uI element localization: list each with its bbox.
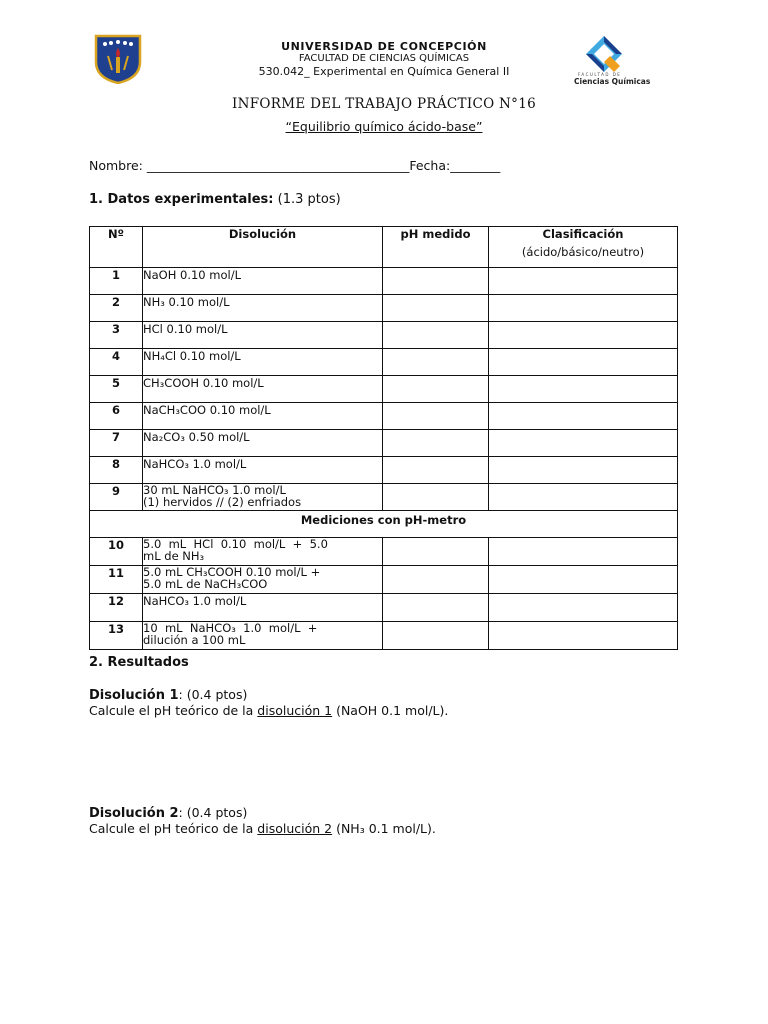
table-header-row (90, 227, 678, 268)
class-cell[interactable] (489, 403, 678, 430)
header-num: Nº (90, 227, 143, 268)
faculty-logo-caption: Ciencias Químicas (574, 77, 651, 86)
name-date-line: Nombre: __________________________________________Fecha:________ (89, 158, 501, 173)
table-row: 12 NaHCO₃ 1.0 mol/L (90, 594, 678, 622)
table-row: 11 5.0 mL CH₃COOH 0.10 mol/L + 5.0 mL de NaCH₃COO (90, 566, 678, 594)
table-row: 2 NH₃ 0.10 mol/L (90, 295, 678, 322)
table-row: 5 CH₃COOH 0.10 mol/L (90, 376, 678, 403)
table-row: 7 Na₂CO₃ 0.50 mol/L (90, 430, 678, 457)
university-name: UNIVERSIDAD DE CONCEPCIÓN (281, 40, 487, 53)
class-cell[interactable] (489, 268, 678, 295)
class-cell[interactable] (489, 322, 678, 349)
disolucion1-block: Disolución 1: (0.4 ptos) Calcule el pH teórico de la disolución 1 (NaOH 0.1 mol/L). (89, 687, 449, 718)
ph-cell[interactable] (383, 566, 489, 594)
class-cell[interactable] (489, 430, 678, 457)
ph-cell[interactable] (383, 322, 489, 349)
ph-cell[interactable] (383, 594, 489, 622)
ph-cell[interactable] (383, 295, 489, 322)
report-title: INFORME DEL TRABAJO PRÁCTICO N°16 (232, 96, 536, 112)
ph-cell[interactable] (383, 349, 489, 376)
table-section-row: Mediciones con pH-metro (90, 511, 678, 538)
disolucion2-block: Disolución 2: (0.4 ptos) Calcule el pH teórico de la disolución 2 (NH₃ 0.1 mol/L). (89, 805, 436, 836)
header-classification: Clasificación (ácido/básico/neutro) (489, 227, 678, 268)
table-row: 9 30 mL NaHCO₃ 1.0 mol/L (1) hervidos // (2) enfriados (90, 484, 678, 511)
faculty-logo-caption-small: FACULTAD DE (578, 72, 622, 77)
class-cell[interactable] (489, 295, 678, 322)
table-row: 6 NaCH₃COO 0.10 mol/L (90, 403, 678, 430)
class-cell[interactable] (489, 622, 678, 650)
table-row: 1 NaOH 0.10 mol/L (90, 268, 678, 295)
class-cell[interactable] (489, 349, 678, 376)
class-cell[interactable] (489, 566, 678, 594)
table-row: 4 NH₄Cl 0.10 mol/L (90, 349, 678, 376)
header-solution: Disolución (143, 227, 383, 268)
class-cell[interactable] (489, 457, 678, 484)
section1-heading: 1. Datos experimentales: (1.3 ptos) (89, 192, 341, 207)
ph-cell[interactable] (383, 622, 489, 650)
ph-cell[interactable] (383, 484, 489, 511)
ph-cell[interactable] (383, 457, 489, 484)
class-cell[interactable] (489, 376, 678, 403)
ph-cell[interactable] (383, 268, 489, 295)
class-cell[interactable] (489, 484, 678, 511)
section2-heading: 2. Resultados (89, 655, 189, 670)
class-cell[interactable] (489, 538, 678, 566)
faculty-name: FACULTAD DE CIENCIAS QUÍMICAS (298, 53, 470, 64)
ph-cell[interactable] (383, 538, 489, 566)
data-table (89, 226, 678, 650)
ph-cell[interactable] (383, 430, 489, 457)
table-row: 10 5.0 mL HCl 0.10 mol/L + 5.0 mL de NH₃ (90, 538, 678, 566)
class-cell[interactable] (489, 594, 678, 622)
table-row: 3 HCl 0.10 mol/L (90, 322, 678, 349)
ph-cell[interactable] (383, 403, 489, 430)
course-name: 530.042_ Experimental en Química General II (258, 65, 510, 78)
table-row: 13 10 mL NaHCO₃ 1.0 mol/L + dilución a 100 mL (90, 622, 678, 650)
ph-cell[interactable] (383, 376, 489, 403)
header-ph: pH medido (383, 227, 489, 268)
report-subtitle: “Equilibrio químico ácido-base” (285, 119, 483, 134)
table-row: 8 NaHCO₃ 1.0 mol/L (90, 457, 678, 484)
